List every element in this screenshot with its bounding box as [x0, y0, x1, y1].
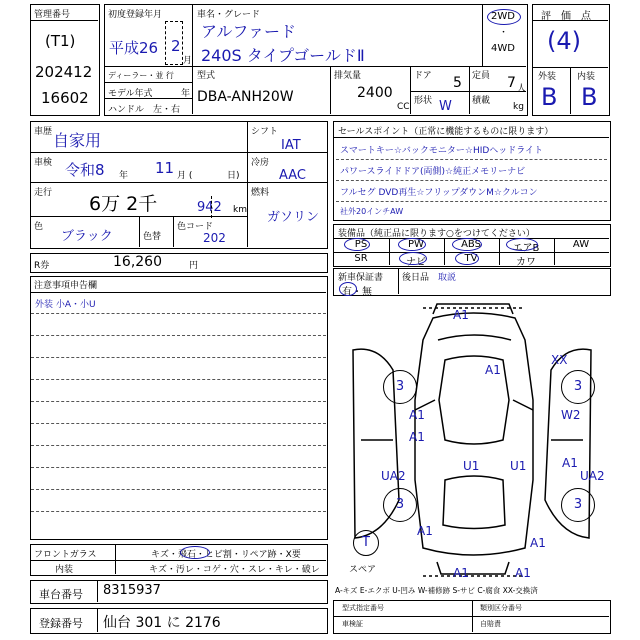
- r-value: 16,260: [113, 254, 162, 270]
- shaken-month: 11: [155, 159, 175, 177]
- displacement-value: 2400: [357, 85, 393, 101]
- equip-airbag: エアB: [512, 243, 540, 254]
- r-label: R券: [34, 261, 50, 271]
- color-label: 色: [34, 222, 44, 232]
- mark-a1-rear-left: A1: [453, 566, 469, 580]
- glass-box: [30, 544, 328, 576]
- legend-text: A-キズ E-エクボ U-凹み W-補修跡 S-サビ C-腐食 XX-交換済: [335, 586, 538, 595]
- color-code-value: 202: [203, 231, 226, 245]
- km-unit: km: [233, 205, 247, 215]
- shape-label: 形状: [414, 96, 433, 106]
- mileage-value: 6万 2千: [89, 193, 158, 215]
- type-label: 型式: [197, 71, 216, 81]
- score-value: (4): [547, 27, 581, 55]
- notes-label: 注意事項申告欄: [34, 281, 98, 291]
- interior-value: キズ・汚レ・コゲ・穴・スレ・キレ・破レ: [149, 565, 320, 575]
- mgmt-label: 管理番号: [34, 10, 71, 20]
- r-ken-box: [30, 253, 328, 273]
- year-unit: 年: [181, 89, 191, 99]
- interior-label: 内装: [55, 565, 74, 575]
- score-label: 評 価 点: [541, 11, 591, 22]
- sales-points-label: セールスポイント（正常に機能するものに限ります）: [338, 127, 554, 137]
- tire-rear-right: 3: [561, 488, 595, 522]
- shaken-era: 令和8: [65, 161, 105, 179]
- damage-legend: [333, 585, 611, 599]
- mark-w2: W2: [561, 408, 581, 422]
- mgmt-value-3: 16602: [41, 89, 89, 107]
- registration-box: [30, 608, 328, 634]
- cc-unit: CC: [397, 102, 410, 112]
- shape-value: W: [439, 99, 452, 114]
- mgmt-value-2: 202412: [35, 63, 93, 81]
- tire-front-right: 3: [561, 370, 595, 404]
- mark-ua2-left: UA2: [381, 469, 406, 483]
- equip-sr: SR: [354, 253, 368, 264]
- notes-box: [30, 276, 328, 540]
- tire-spare: T: [353, 530, 379, 556]
- int-label: 内装: [577, 72, 596, 82]
- history-box: [30, 121, 328, 249]
- handle-label: ハンドル 左・右: [108, 105, 181, 115]
- shaken-label: 車検: [34, 158, 53, 168]
- equip-pw: PW: [408, 239, 424, 250]
- mark-a1-rear-right: A1: [515, 566, 531, 580]
- shaken-month-unit: 月 (: [177, 171, 193, 181]
- mark-a1-right-rear: A1: [530, 536, 546, 550]
- mark-ua2-right: UA2: [580, 469, 605, 483]
- footer-table: [333, 600, 611, 634]
- equipment-label: 装備品（純正品に限ります○をつけてください）: [338, 229, 535, 239]
- damage-diagram: [333, 300, 611, 582]
- mark-xx: XX: [551, 353, 568, 367]
- name-grade-label: 車名・グレード: [197, 10, 261, 20]
- ac-value: AAC: [279, 168, 306, 183]
- glass-value: キズ・飛石・ヒビ割・リペア跡・X要: [151, 550, 301, 560]
- type-value: DBA-ANH20W: [197, 89, 294, 105]
- color-value: ブラック: [61, 229, 113, 244]
- warranty-value: 有・無: [342, 287, 372, 298]
- shaken-year-unit: 年: [119, 171, 129, 181]
- color-change-label: 色替: [143, 232, 162, 242]
- footer-type-no: 型式指定番号: [342, 604, 384, 612]
- mark-a1-left-front: A1: [409, 408, 425, 422]
- recall-value: 取説: [438, 273, 457, 283]
- shift-label: シフト: [251, 127, 279, 137]
- chassis-label: 車台番号: [39, 588, 83, 601]
- notes-line-1: 外装 小A・小U: [35, 300, 96, 310]
- int-value: B: [581, 83, 598, 111]
- sales-point-2: パワースライドドア(両側)☆純正メモリーナビ: [340, 167, 526, 177]
- color-code-label: 色コード: [177, 222, 214, 232]
- chassis-box: [30, 580, 328, 604]
- r-unit: 円: [189, 261, 199, 271]
- capacity-value: 7: [507, 75, 516, 91]
- equip-ps: PS: [354, 239, 368, 250]
- score-box: [532, 4, 610, 116]
- ext-label: 外装: [538, 72, 557, 82]
- mark-a1-left-rear: A1: [417, 524, 433, 538]
- door-label: ドア: [414, 71, 432, 81]
- ext-value: B: [541, 83, 558, 111]
- car-name: アルファード: [201, 22, 297, 41]
- month-unit: 月: [183, 56, 193, 66]
- fuel-label: 燃料: [251, 188, 270, 198]
- registration-label: 登録番号: [39, 617, 83, 630]
- warranty-box: [333, 268, 611, 296]
- equip-aw: AW: [572, 239, 590, 250]
- drive-2wd: 2WD: [491, 11, 515, 22]
- ac-label: 冷房: [251, 158, 270, 168]
- shaken-day-unit: 日): [227, 171, 240, 181]
- history-value: 自家用: [53, 131, 102, 150]
- shift-value: IAT: [281, 138, 301, 153]
- mark-a1-front: A1: [453, 308, 469, 322]
- equip-abs: ABS: [461, 239, 481, 250]
- mileage-label: 走行: [34, 188, 53, 198]
- load-label: 積載: [472, 96, 491, 106]
- equipment-box: [333, 224, 611, 267]
- recall-label: 後日品: [402, 273, 430, 283]
- door-value: 5: [453, 75, 462, 91]
- history-label: 車歴: [34, 127, 53, 137]
- footer-jibaiseki: 自賠責: [480, 620, 501, 628]
- tire-rear-left: 3: [383, 488, 417, 522]
- mark-a1-left-mid: A1: [409, 430, 425, 444]
- tire-front-left: 3: [383, 370, 417, 404]
- spare-label: スペア: [349, 565, 377, 575]
- sales-points-box: [333, 121, 611, 221]
- glass-label: フロントガラス: [34, 550, 97, 560]
- equip-navi: ナビ: [406, 257, 426, 268]
- reg-year-label: 初度登録年月: [108, 10, 163, 20]
- mark-u1-right: U1: [510, 459, 527, 473]
- chassis-value: 8315937: [103, 583, 161, 598]
- capacity-label: 定員: [472, 71, 491, 81]
- kg-unit: kg: [513, 102, 524, 112]
- equip-leather: カワ: [516, 257, 536, 268]
- reg-era: 平成26: [109, 39, 159, 57]
- mark-a1-right: A1: [562, 456, 578, 470]
- sales-point-1: スマートキー☆バックモニター☆HIDヘッドライト: [340, 146, 544, 156]
- equip-tv: TV: [464, 253, 478, 264]
- capacity-unit: 人: [517, 84, 527, 94]
- mark-a1-roof: A1: [485, 363, 501, 377]
- displacement-label: 排気量: [334, 71, 362, 81]
- reg-month: 2: [171, 37, 181, 55]
- model-year-label: モデル年式: [108, 89, 153, 99]
- car-grade: 240S タイプゴールドⅡ: [201, 46, 365, 65]
- registration-value: 仙台 301 に 2176: [103, 615, 221, 631]
- footer-class-no: 類別区分番号: [480, 604, 522, 612]
- fuel-value: ガソリン: [267, 210, 320, 225]
- footer-shakensho: 車検証: [342, 620, 363, 628]
- mileage-small: 942: [197, 200, 222, 215]
- sales-point-3: フルセグ DVD再生☆フリップダウンM☆クルコン: [340, 188, 538, 198]
- mgmt-box: [30, 4, 100, 116]
- mark-u1-left: U1: [463, 459, 480, 473]
- warranty-label: 新車保証書: [338, 273, 384, 283]
- mgmt-value-1: (T1): [45, 32, 76, 50]
- vehicle-info-box: [104, 4, 528, 116]
- sales-point-4: 社外20インチAW: [340, 207, 404, 216]
- dealer-label: ディーラー・並 行: [108, 71, 174, 80]
- drive-dot: ・: [499, 28, 509, 38]
- drive-4wd: 4WD: [491, 43, 515, 54]
